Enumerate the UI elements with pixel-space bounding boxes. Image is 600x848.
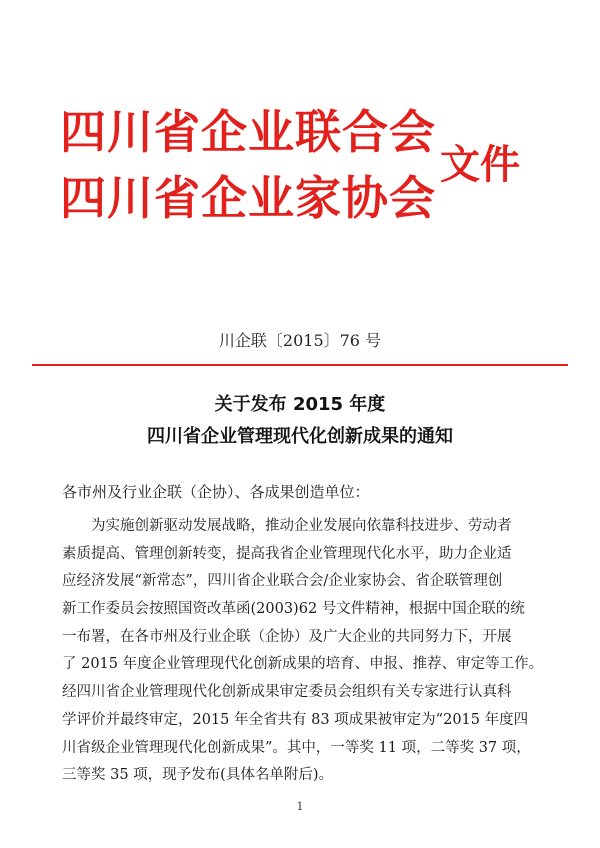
body-line: 新工作委员会按照国资改革函(2003)62 号文件精神，根据中国企联的统	[62, 601, 525, 618]
notice-title-line-1: 关于发布 2015 年度	[214, 394, 386, 415]
document-type-label: 文件	[440, 142, 520, 188]
body-line: 了 2015 年度企业管理现代化创新成果的培育、申报、推荐、审定等工作。	[62, 656, 544, 673]
body-line: 川省级企业管理现代化创新成果”。其中，一等奖 11 项，二等奖 37 项，	[62, 739, 531, 756]
document-number: 川企联〔2015〕76 号	[218, 331, 382, 350]
body-line: 一布署，在各市州及行业企联（企协）及广大企业的共同努力下，开展	[62, 628, 512, 645]
salutation: 各市州及行业企联（企协）、各成果创造单位：	[62, 483, 370, 501]
body-paragraph	[62, 513, 546, 790]
body-line: 为实施创新驱动发展战略，推动企业发展向依靠科技进步、劳动者	[91, 518, 512, 534]
notice-title-line-2: 四川省企业管理现代化创新成果的通知	[147, 426, 453, 447]
body-line: 素质提高、管理创新转变，提高我省企业管理现代化水平，助力企业适	[62, 545, 512, 562]
issuer-org-name: 四川省企业联合会	[60, 105, 436, 159]
body-line: 应经济发展“新常态”，四川省企业联合会/企业家协会、省企联管理创	[62, 573, 503, 590]
body-line: 学评价并最终审定，2015 年全省共有 83 项成果被审定为“2015 年度四	[62, 711, 529, 728]
issuer-org-name: 四川省企业家协会	[60, 171, 436, 225]
body-line: 三等奖 35 项，现予发布(具体名单附后)。	[62, 767, 333, 784]
body-line: 经四川省企业管理现代化创新成果审定委员会组织有关专家进行认真科	[62, 684, 512, 701]
page-number: 1	[296, 800, 304, 813]
red-divider-line	[32, 364, 568, 366]
